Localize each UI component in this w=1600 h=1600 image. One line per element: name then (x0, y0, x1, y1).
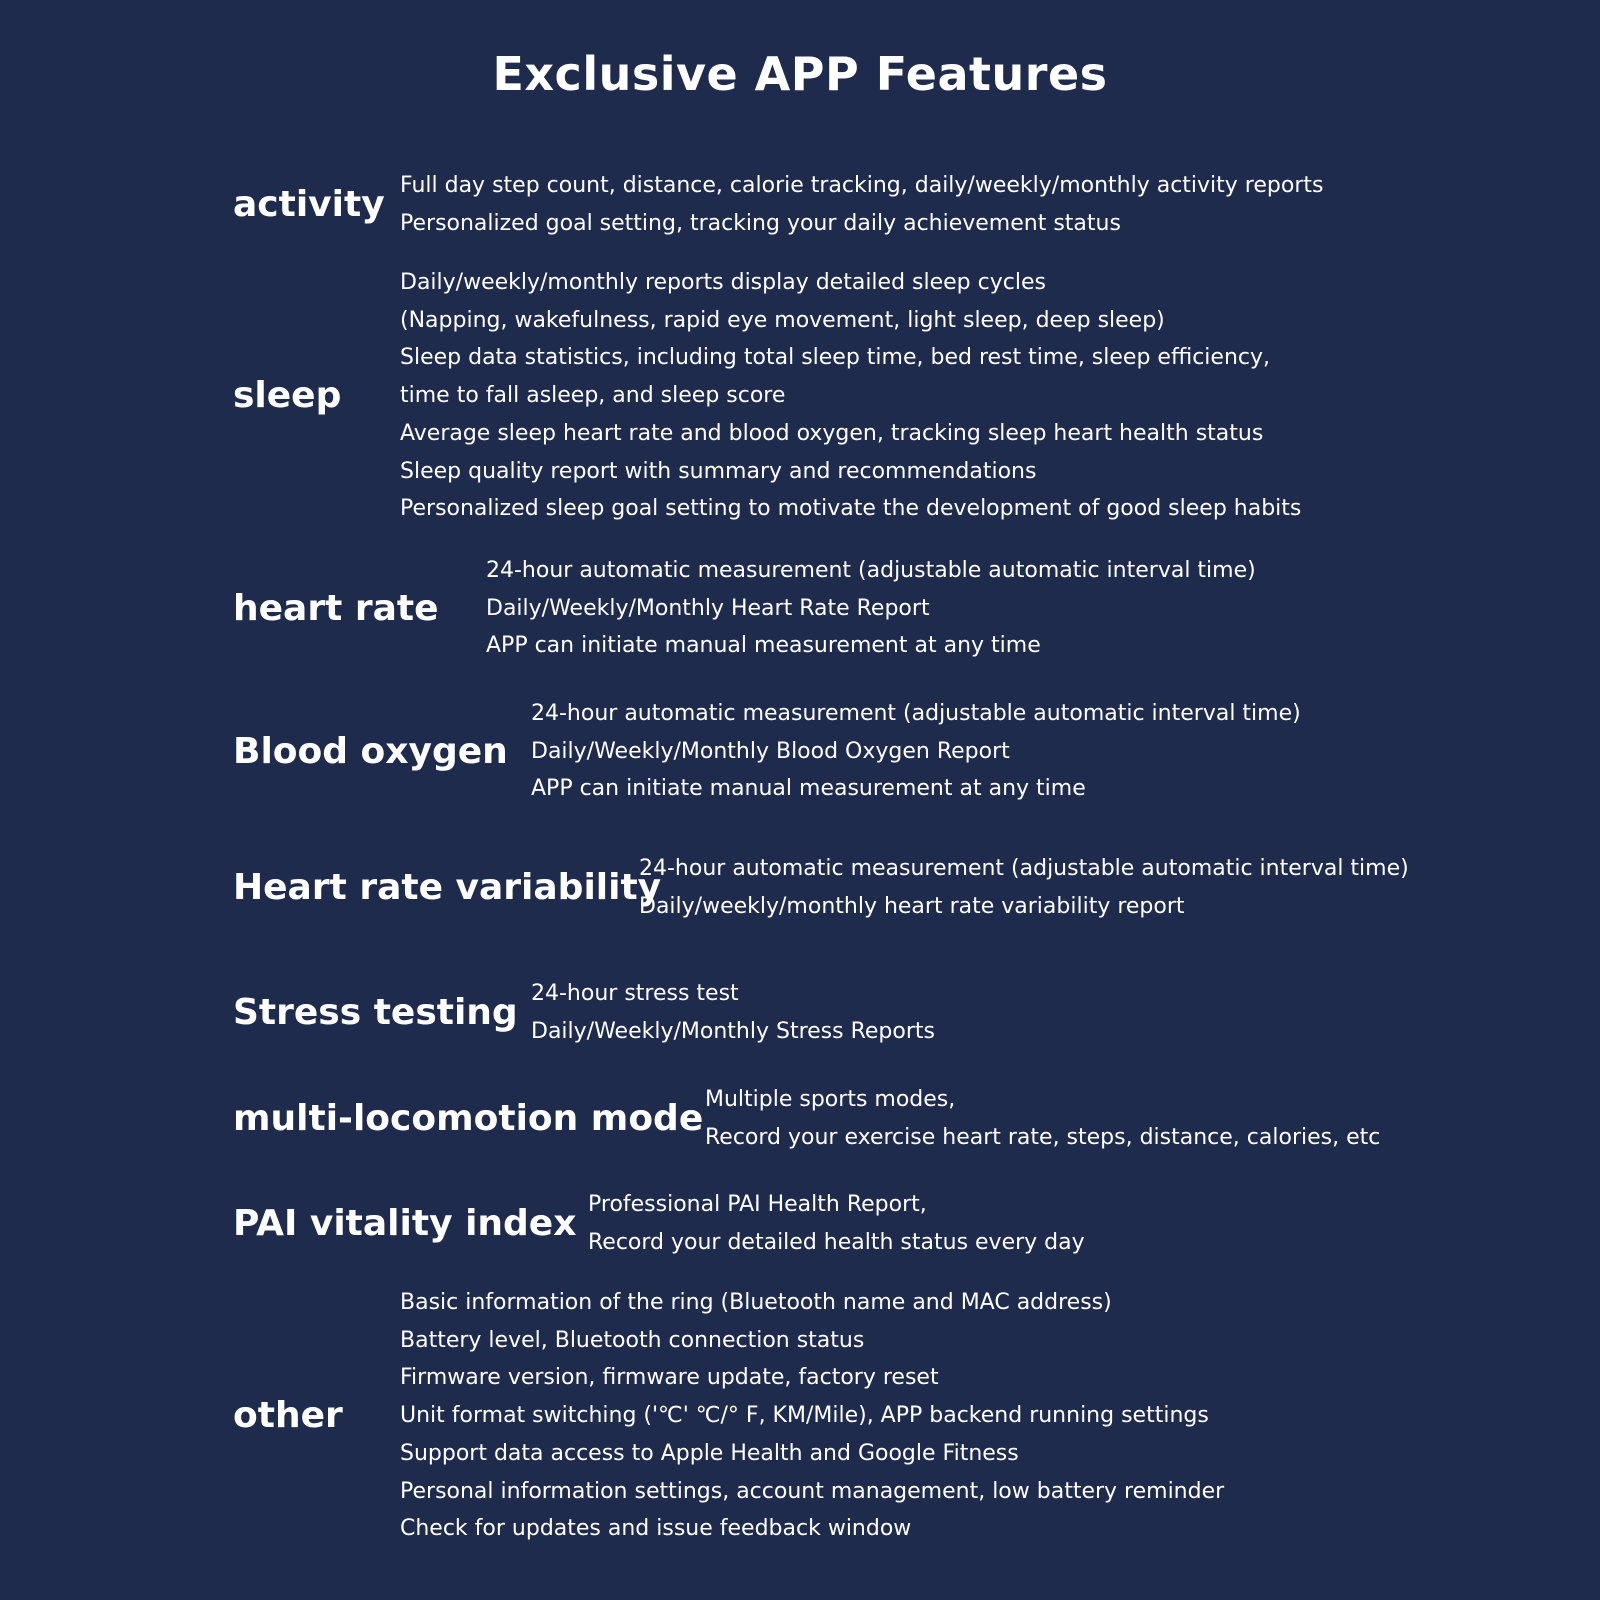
feature-list-blood-oxygen (531, 695, 1301, 808)
feature-list-other (400, 1284, 1224, 1548)
feature-list-multi-locomotion (705, 1081, 1380, 1156)
feature-label-activity: activity (233, 184, 385, 225)
feature-list-pai (588, 1186, 1085, 1261)
feature-section-blood-oxygen (233, 695, 1301, 808)
feature-line: Personalized sleep goal setting to motivate the development of good sleep habits (400, 496, 1302, 522)
feature-line: Unit format switching ('℃' ℃/° F, KM/Mile), APP backend running settings (400, 1403, 1209, 1429)
feature-line: Daily/Weekly/Monthly Heart Rate Report (486, 595, 930, 621)
feature-line: Daily/Weekly/Monthly Blood Oxygen Report (531, 738, 1010, 764)
feature-line: Basic information of the ring (Bluetooth name and MAC address) (400, 1290, 1112, 1315)
feature-line: Firmware version, firmware update, factory reset (400, 1365, 939, 1391)
feature-line: 24-hour automatic measurement (adjustable automatic interval time) (486, 558, 1256, 583)
feature-label-pai: PAI vitality index (233, 1203, 577, 1244)
feature-line: Daily/Weekly/Monthly Stress Reports (531, 1018, 935, 1044)
feature-line: time to fall asleep, and sleep score (400, 383, 786, 409)
feature-line: Record your detailed health status every day (588, 1229, 1085, 1255)
feature-label-stress: Stress testing (233, 992, 518, 1033)
feature-section-activity (233, 167, 1324, 243)
feature-line: APP can initiate manual measurement at any time (486, 633, 1041, 659)
feature-line: Full day step count, distance, calorie tracking, daily/weekly/monthly activity reports (400, 173, 1324, 198)
feature-line: (Napping, wakefulness, rapid eye movement, light sleep, deep sleep) (400, 307, 1165, 333)
feature-section-multi-locomotion (233, 1081, 1381, 1157)
feature-label-blood-oxygen: Blood oxygen (233, 730, 508, 772)
feature-section-stress (233, 975, 935, 1051)
feature-line: Check for updates and issue feedback window (400, 1516, 912, 1542)
feature-list-sleep (400, 264, 1301, 528)
feature-line: Support data access to Apple Health and Google Fitness (400, 1440, 1019, 1466)
feature-line: 24-hour stress test (531, 981, 739, 1006)
feature-line: Personalized goal setting, tracking your daily achievement status (400, 210, 1121, 236)
feature-label-multi-locomotion: multi-locomotion mode (233, 1098, 704, 1139)
feature-list-hrv (639, 850, 1409, 925)
feature-line: Multiple sports modes, (705, 1087, 956, 1112)
feature-label-sleep: sleep (233, 375, 342, 416)
feature-line: Battery level, Bluetooth connection status (400, 1327, 865, 1353)
feature-label-hrv: Heart rate variability (233, 867, 662, 908)
feature-line: Sleep quality report with summary and recommendations (400, 458, 1037, 484)
feature-section-heart-rate (233, 552, 1256, 665)
feature-line: Record your exercise heart rate, steps, distance, calories, etc (705, 1124, 1381, 1150)
feature-line: APP can initiate manual measurement at any time (531, 776, 1086, 802)
feature-section-other (233, 1284, 1225, 1548)
feature-line: Professional PAI Health Report, (588, 1192, 927, 1217)
feature-section-pai (233, 1186, 1085, 1262)
feature-label-other: other (233, 1395, 343, 1436)
feature-label-heart-rate: heart rate (233, 587, 439, 629)
feature-line: 24-hour automatic measurement (adjustable automatic interval time) (639, 856, 1409, 881)
feature-list-heart-rate (486, 552, 1256, 665)
feature-section-hrv (233, 850, 1409, 926)
feature-list-activity (400, 167, 1323, 242)
feature-line: Daily/weekly/monthly reports display detailed sleep cycles (400, 270, 1046, 295)
feature-line: Average sleep heart rate and blood oxygen, tracking sleep heart health status (400, 420, 1264, 446)
feature-section-sleep (233, 264, 1302, 528)
feature-line: Daily/weekly/monthly heart rate variability report (639, 893, 1185, 919)
page-title: Exclusive APP Features (492, 47, 1108, 101)
feature-line: Sleep data statistics, including total sleep time, bed rest time, sleep efficiency, (400, 345, 1271, 371)
feature-line: Personal information settings, account management, low battery reminder (400, 1478, 1225, 1504)
feature-list-stress (531, 975, 935, 1050)
feature-line: 24-hour automatic measurement (adjustable automatic interval time) (531, 701, 1301, 726)
